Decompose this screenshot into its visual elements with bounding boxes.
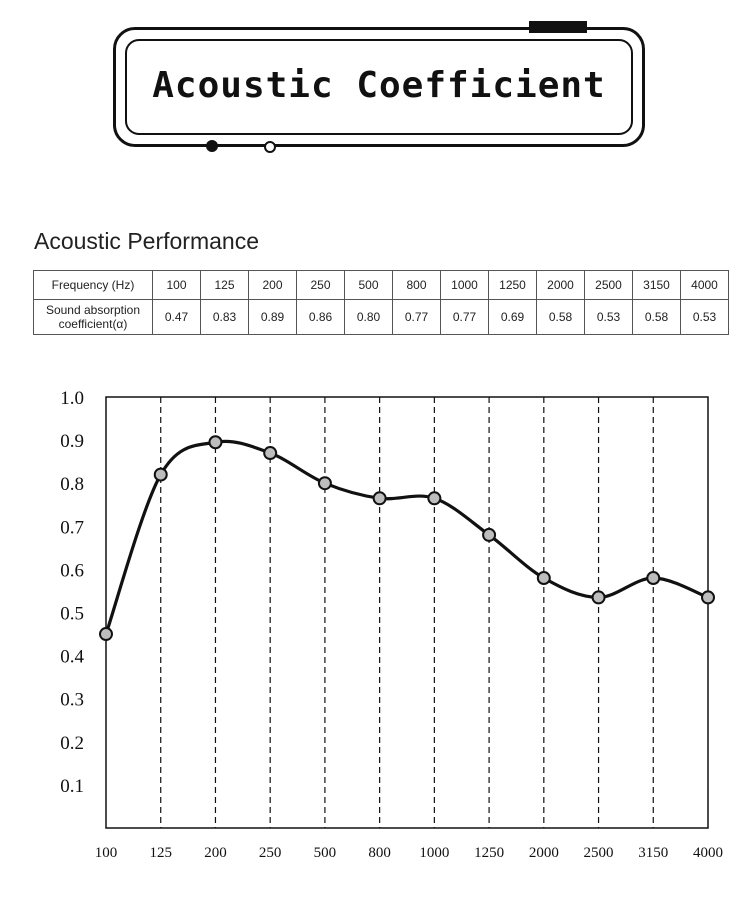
frequency-label-cell: Frequency (Hz) [34,271,153,300]
frequency-cell: 250 [297,271,345,300]
y-tick-label: 0.7 [60,517,84,539]
coefficient-cell: 0.58 [537,300,585,335]
coefficient-cell: 0.77 [441,300,489,335]
coefficient-cell: 0.77 [393,300,441,335]
coefficient-cell: 0.58 [633,300,681,335]
y-tick-label: 0.5 [60,603,84,625]
frequency-row [34,271,729,300]
data-point [702,591,714,603]
absorption-line-chart [0,360,750,916]
frequency-cell: 125 [201,271,249,300]
y-tick-label: 0.3 [60,689,84,711]
frequency-cell: 2500 [585,271,633,300]
frequency-cell: 800 [393,271,441,300]
filled-dot-decoration [206,140,218,152]
data-point [593,591,605,603]
title-tab-decoration [529,21,587,33]
coefficient-cell: 0.47 [153,300,201,335]
title-banner [113,27,645,147]
y-tick-label: 0.1 [60,775,84,797]
coefficient-cell: 0.80 [345,300,393,335]
coefficient-cell: 0.53 [585,300,633,335]
frequency-cell: 500 [345,271,393,300]
frequency-cell: 1250 [489,271,537,300]
x-tick-label: 4000 [693,845,723,861]
data-point [319,477,331,489]
data-point [100,628,112,640]
y-tick-label: 0.6 [60,560,84,582]
y-tick-label: 0.9 [60,431,84,453]
x-tick-label: 1000 [419,845,450,861]
data-point [428,492,440,504]
data-point [209,436,221,448]
x-tick-label: 250 [258,845,282,861]
coefficient-row [34,300,729,335]
hollow-dot-decoration [264,141,276,153]
data-point [538,572,550,584]
coefficient-cell: 0.83 [201,300,249,335]
data-point [264,447,276,459]
frequency-cell: 200 [249,271,297,300]
data-point [155,469,167,481]
coefficient-cell: 0.86 [297,300,345,335]
y-tick-label: 0.2 [60,732,84,754]
performance-table [33,270,729,335]
data-point [647,572,659,584]
frequency-cell: 2000 [537,271,585,300]
coefficient-cell: 0.89 [249,300,297,335]
data-point [483,529,495,541]
frequency-cell: 1000 [441,271,489,300]
coefficient-cell: 0.69 [489,300,537,335]
y-tick-label: 0.4 [60,646,84,668]
x-tick-label: 1250 [474,845,505,861]
coefficient-label-cell: Sound absorption coefficient(α) [34,300,153,335]
page-title: Acoustic Coefficient [152,65,606,106]
coefficient-cell: 0.53 [681,300,729,335]
section-heading: Acoustic Performance [34,228,259,254]
y-tick-label: 1.0 [60,388,84,409]
plot-frame [106,397,708,828]
y-tick-label: 0.8 [60,474,84,496]
x-tick-label: 125 [149,845,172,861]
x-tick-label: 3150 [638,845,669,861]
frequency-cell: 100 [153,271,201,300]
x-tick-label: 2000 [528,845,559,861]
x-tick-label: 200 [204,845,227,861]
frequency-cell: 3150 [633,271,681,300]
x-tick-label: 500 [313,845,337,861]
x-tick-label: 100 [94,845,118,861]
data-point [374,492,386,504]
absorption-series-line [106,441,708,634]
frequency-cell: 4000 [681,271,729,300]
x-tick-label: 800 [368,845,391,861]
x-tick-label: 2500 [583,845,614,861]
